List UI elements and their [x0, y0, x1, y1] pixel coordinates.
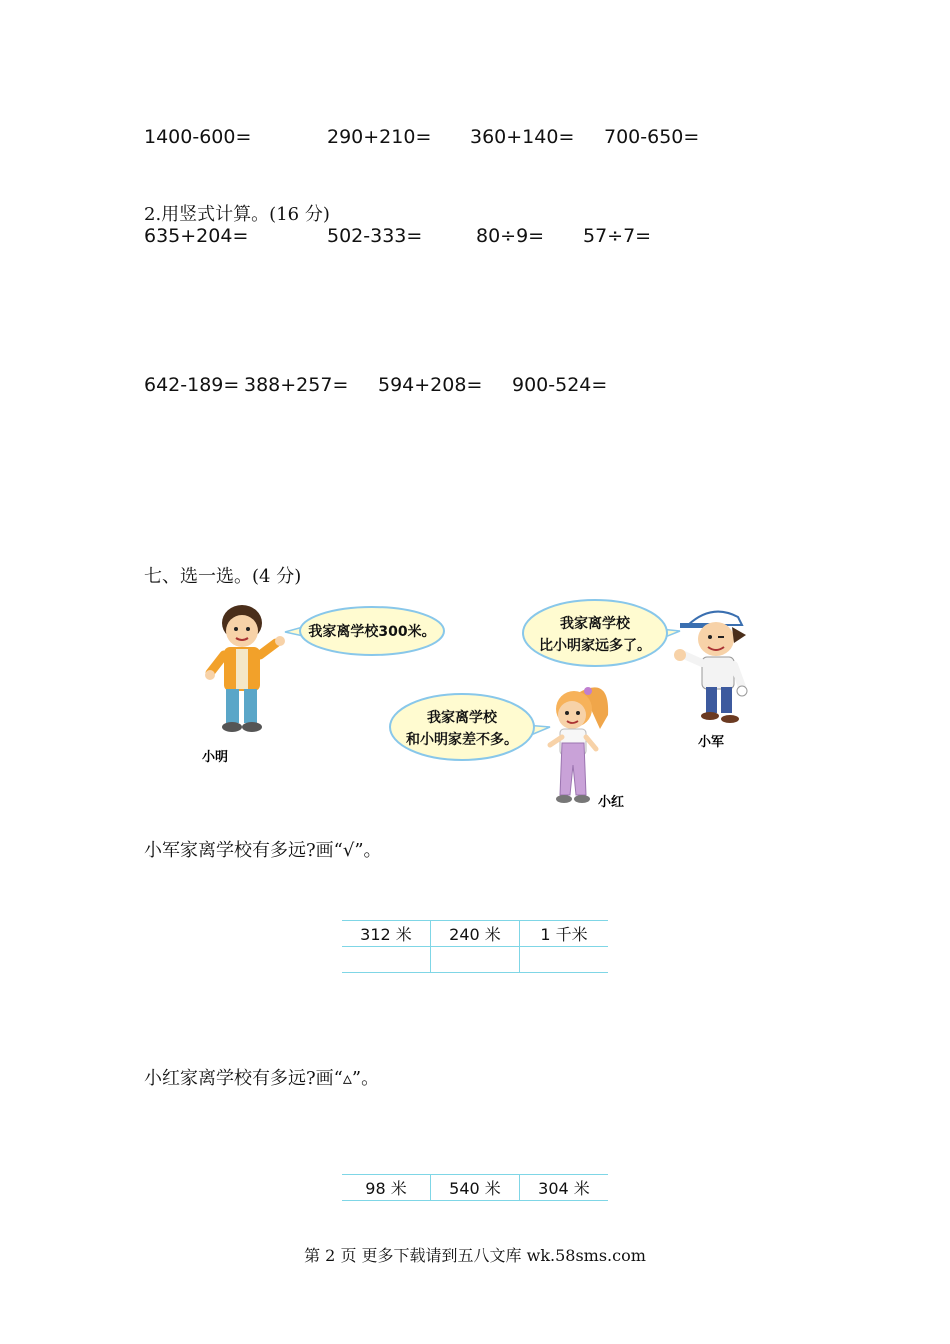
- equation: 360+140=: [470, 126, 575, 148]
- characters-illustration: [190, 595, 770, 820]
- bubble-text: 我家离学校300米。: [308, 624, 436, 640]
- option-cell: 540 米: [431, 1175, 520, 1201]
- options-table: [342, 920, 608, 973]
- equation: 1400-600=: [144, 126, 252, 148]
- character-name: 小红: [598, 795, 625, 810]
- option-cell: 98 米: [342, 1175, 431, 1201]
- bubble-text: 和小明家差不多。: [406, 732, 518, 748]
- speech-bubble-xiaoming: [285, 607, 444, 655]
- equation: 642-189=: [144, 374, 240, 396]
- equation: 388+257=: [244, 374, 349, 396]
- equation: 290+210=: [327, 126, 432, 148]
- bubble-text: 我家离学校: [427, 710, 497, 726]
- answer-cell[interactable]: [342, 947, 431, 973]
- question-text: 小军家离学校有多远?画“√”。: [144, 840, 382, 861]
- page-footer: 第 2 页 更多下载请到五八文库 wk.58sms.com: [304, 1246, 646, 1265]
- option-cell: 312 米: [342, 921, 431, 947]
- answer-cell[interactable]: [431, 947, 520, 973]
- girl-xiaohong-figure: [550, 687, 608, 803]
- speech-bubble-xiaojun: [523, 600, 680, 666]
- equation: 57÷7=: [583, 225, 652, 247]
- character-name: 小军: [698, 735, 725, 750]
- option-cell: 304 米: [520, 1175, 609, 1201]
- boy-xiaoming-figure: [205, 605, 285, 732]
- option-cell: 1 千米: [520, 921, 609, 947]
- speech-bubble-xiaohong: [390, 694, 550, 760]
- section-title: 七、选一选。(4 分): [144, 566, 302, 587]
- bubble-text: 比小明家远多了。: [539, 638, 651, 654]
- question-text: 小红家离学校有多远?画“▵”。: [144, 1068, 380, 1089]
- boy-xiaojun-figure: [674, 612, 747, 723]
- equation: 80÷9=: [476, 225, 545, 247]
- equation: 594+208=: [378, 374, 483, 396]
- bubble-text: 我家离学校: [560, 616, 630, 632]
- answer-cell[interactable]: [520, 947, 609, 973]
- equation: 900-524=: [512, 374, 608, 396]
- options-table: [342, 1174, 608, 1201]
- character-name: 小明: [202, 750, 229, 765]
- equation: 635+204=: [144, 225, 249, 247]
- equation: 700-650=: [604, 126, 700, 148]
- equation: 502-333=: [327, 225, 423, 247]
- section-title: 2.用竖式计算。(16 分): [144, 204, 330, 225]
- option-cell: 240 米: [431, 921, 520, 947]
